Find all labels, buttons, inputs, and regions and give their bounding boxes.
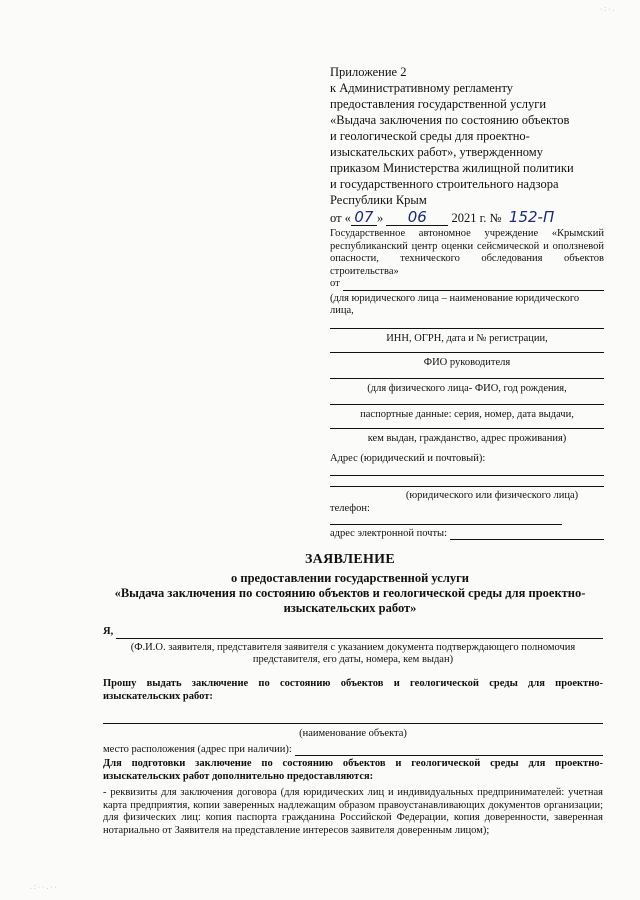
order-year: 2021 г. № (451, 211, 502, 225)
issued-caption: кем выдан, гражданство, адрес проживания) (367, 432, 567, 444)
applicant-prefix: Я, (103, 626, 114, 637)
address-line (330, 478, 604, 487)
appendix-line: изыскательских работ», утвержденному (330, 145, 543, 159)
email-label: адрес электронной почты: (330, 527, 448, 539)
appendix-line: и геологической среды для проектно- (330, 129, 530, 143)
applicant-caption: представителя, его даты, номера, кем выдан) (252, 654, 454, 665)
inn-caption: ИНН, ОГРН, дата и № регистрации, (386, 332, 548, 344)
document-subtitle (90, 571, 610, 616)
subtitle-line: «Выдача заключения по состоянию объектов и геологической среды для проектно- (114, 586, 586, 600)
order-sep: » (376, 211, 384, 225)
subtitle-line: изыскательских работ» (283, 601, 417, 615)
appendix-line: Приложение 2 (330, 65, 407, 79)
documents-item: - реквизиты для заключения договора (для юридических лиц и индивидуальных предпринимателей: учетная карта предприятия, копии заверенных надлежащим образом правоустанавливающих документов организации; для физических лиц: копия паспорта гражданина Российской Федерации, копия доверенности, заверенная нотариально от Заявителя на представление интересов заявителя доверенным лицом); (103, 787, 603, 836)
from-field (343, 280, 604, 291)
blank-line (330, 320, 604, 329)
request-text: Прошу выдать заключение по состоянию объектов и геологической среды для проектно-изыскательских работ: (103, 678, 603, 702)
location-label: место расположения (адрес при наличии): (103, 743, 292, 755)
appendix-line: приказом Министерства жилищной политики (330, 161, 574, 175)
blank-line (330, 423, 604, 429)
individual-caption: (для физического лица- ФИО, год рождения, (367, 382, 567, 394)
documents-intro: Для подготовки заключение по состоянию объектов и геологической среды для проектно-изыскательских работ дополнительно предоставляются: (103, 758, 603, 782)
legal-entity-caption: (для юридического лица – наименование юридического лица, (330, 292, 580, 316)
order-month: 06 (386, 209, 448, 226)
order-prefix: от « (330, 211, 351, 225)
blank-line (330, 397, 604, 405)
blank-line (330, 347, 604, 353)
scan-noise: · : · . (600, 6, 615, 13)
request-block (103, 678, 603, 756)
recipient-text: Государственное автономное учреждение «Крымский республиканский центр оценки сейсмической и оползневой опасности, технического обследования объектов строительства» (330, 228, 604, 277)
phone-line (330, 518, 562, 525)
document-title: ЗАЯВЛЕНИЕ (304, 552, 395, 567)
addressee-block (330, 228, 604, 540)
from-row (330, 278, 604, 291)
appendix-line: и государственного строительного надзора (330, 177, 559, 191)
email-field (450, 529, 604, 540)
order-number: 152-П (508, 208, 555, 226)
documents-block (103, 758, 603, 837)
address-line (330, 467, 604, 476)
blank-line (330, 371, 604, 379)
from-label: от (330, 278, 340, 289)
address-label: Адрес (юридический и почтовый): (330, 452, 486, 464)
appendix-line: к Административному регламенту (330, 81, 514, 95)
appendix-block (330, 64, 610, 226)
passport-caption: паспортные данные: серия, номер, дата выдачи, (360, 408, 574, 420)
order-day: 07 (351, 209, 377, 226)
head-caption: ФИО руководителя (423, 356, 511, 368)
order-line (330, 209, 610, 226)
location-field (295, 745, 603, 756)
appendix-line: Республики Крым (330, 193, 427, 207)
object-caption: (наименование объекта) (299, 728, 407, 739)
phone-label: телефон: (330, 503, 370, 514)
scan-noise: . : · · . · · (30, 884, 57, 891)
applicant-caption: (Ф.И.О. заявителя, представителя заявителя с указанием документа подтверждающего полномочия (130, 641, 576, 653)
appendix-line: «Выдача заключения по состоянию объектов (330, 113, 570, 127)
object-field (103, 711, 603, 724)
applicant-field (116, 628, 603, 639)
email-row (330, 528, 604, 541)
subtitle-line: о предоставлении государственной услуги (231, 571, 469, 585)
applicant-block (103, 626, 603, 667)
applicant-row (103, 626, 603, 639)
address-caption: (юридического или физического лица) (405, 490, 579, 501)
location-row (103, 744, 603, 757)
appendix-line: предоставления государственной услуги (330, 97, 547, 111)
